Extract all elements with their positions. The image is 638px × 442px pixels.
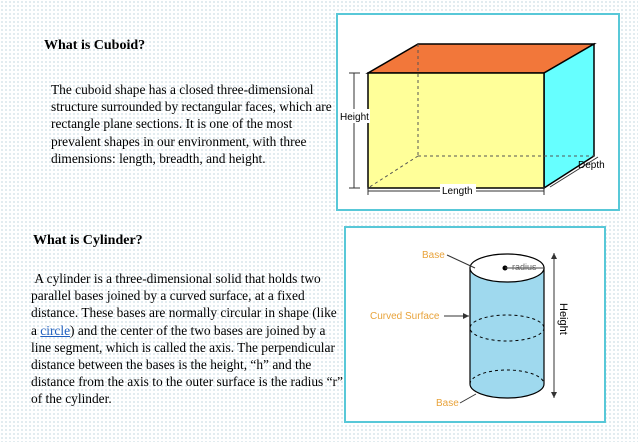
cylinder-body (470, 268, 544, 398)
cylinder-height-label: Height (557, 303, 569, 335)
cylinder-bottom-base-label: Base (436, 398, 459, 409)
cylinder-description-part2: ) and the center of the two bases are joined by a line segment, which is called the axis. The perpendicular distance between the bases is the height, “h” and the distance from the axis to the outer surface is the radius “r” of the cylinder. (31, 322, 343, 407)
cuboid-front-face (368, 73, 544, 188)
cylinder-diagram-panel (344, 226, 606, 423)
cylinder-curved-surface-arrowhead (463, 313, 469, 319)
cylinder-height-arrow-top (551, 253, 557, 259)
cylinder-diagram (346, 228, 608, 425)
cylinder-heading: What is Cylinder? (33, 233, 143, 248)
cylinder-bottom-base-pointer (460, 394, 476, 403)
cuboid-length-label: Length (442, 186, 473, 197)
cuboid-height-label: Height (340, 112, 369, 123)
cuboid-diagram (338, 15, 622, 213)
cylinder-height-arrow-bottom (551, 392, 557, 398)
cylinder-description (31, 270, 343, 408)
circle-link[interactable]: circle (40, 322, 71, 338)
cylinder-top-base-label: Base (422, 250, 445, 261)
cuboid-heading: What is Cuboid? (44, 38, 146, 53)
cuboid-description: The cuboid shape has a closed three-dimensional structure surrounded by rectangular faces, which are rectangle plane sections. It is one of the most prevalent shapes in our environment, with three dimensions: length, breadth, and height. (51, 82, 332, 166)
cylinder-curved-surface-label: Curved Surface (370, 311, 440, 322)
cuboid-depth-label: Depth (578, 160, 605, 171)
cylinder-top-base-pointer (447, 255, 475, 268)
cylinder-description-part1: A cylinder is a three-dimensional solid that holds two parallel bases joined by a curved surface, at a fixed distance. These bases are normally circular in shape (like a (31, 271, 337, 338)
cuboid-diagram-panel (336, 13, 620, 211)
cylinder-radius-label: radius (512, 262, 537, 272)
